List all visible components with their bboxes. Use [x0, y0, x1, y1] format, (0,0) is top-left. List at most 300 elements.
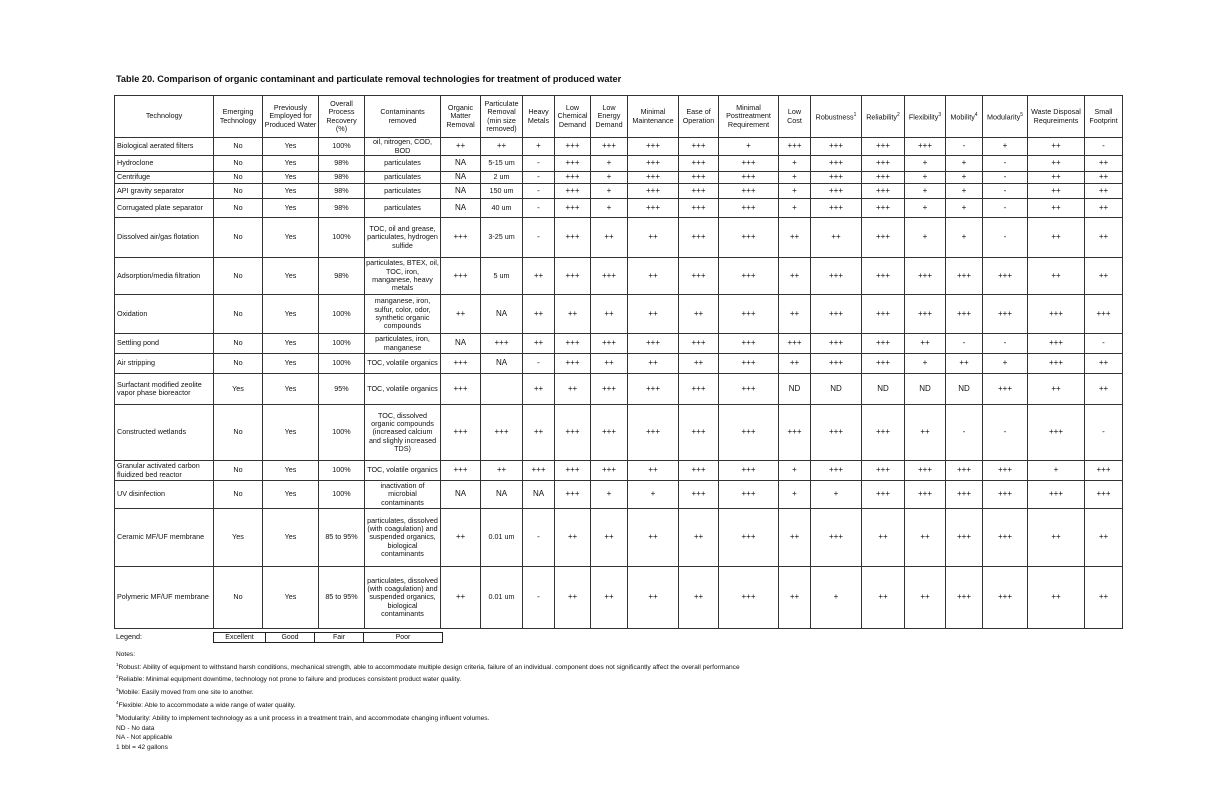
rating-cell: +++ — [628, 405, 679, 461]
rating-cell: ++ — [1085, 172, 1123, 184]
rating-cell: + — [946, 172, 983, 184]
column-header — [1085, 96, 1123, 138]
table-row — [115, 138, 1123, 156]
table-cell: Yes — [263, 258, 319, 295]
table-cell: 85 to 95% — [319, 509, 365, 567]
column-header-label: Minimal Maintenance — [632, 107, 674, 125]
rating-cell: +++ — [862, 481, 905, 509]
table-cell: 100% — [319, 295, 365, 334]
column-header — [555, 96, 591, 138]
notes-heading: Notes: — [116, 651, 136, 658]
table-cell: Yes — [263, 218, 319, 258]
rating-cell: +++ — [862, 295, 905, 334]
rating-cell: - — [523, 156, 555, 172]
technology-cell: UV disinfection — [115, 481, 214, 509]
rating-cell: + — [591, 156, 628, 172]
table-cell: particulates, BTEX, oil, TOC, iron, manganese, heavy metals — [365, 258, 441, 295]
rating-cell: +++ — [719, 184, 779, 199]
rating-cell: +++ — [679, 374, 719, 405]
note-text: 1 bbl = 42 gallons — [116, 743, 168, 751]
footnote-marker: 3 — [938, 112, 942, 119]
table-cell: 100% — [319, 405, 365, 461]
table-cell: 0.01 um — [481, 509, 523, 567]
column-header-label: Small Footprint — [1089, 107, 1118, 125]
rating-cell: + — [905, 184, 946, 199]
rating-cell: + — [779, 481, 811, 509]
column-header — [481, 96, 523, 138]
rating-cell: +++ — [946, 567, 983, 629]
rating-cell: +++ — [1028, 334, 1085, 354]
rating-cell: +++ — [679, 481, 719, 509]
rating-cell: +++ — [719, 461, 779, 481]
table-cell: +++ — [481, 405, 523, 461]
column-header — [679, 96, 719, 138]
column-header-label: Robustness — [815, 112, 854, 122]
legend-poor: Poor — [395, 634, 411, 641]
rating-cell: +++ — [862, 354, 905, 374]
rating-cell: + — [983, 138, 1028, 156]
column-header — [983, 96, 1028, 138]
column-header — [628, 96, 679, 138]
rating-cell: ++ — [779, 354, 811, 374]
rating-cell: ++ — [628, 461, 679, 481]
rating-cell: +++ — [555, 334, 591, 354]
rating-cell: ++ — [628, 295, 679, 334]
footnote-marker: 4 — [974, 112, 978, 119]
rating-cell: + — [591, 199, 628, 218]
note-item — [116, 743, 740, 753]
column-header — [263, 96, 319, 138]
rating-cell: +++ — [811, 295, 862, 334]
table-cell: TOC, dissolved organic compounds (increased calcium and slighly increased TDS) — [365, 405, 441, 461]
rating-cell: +++ — [679, 172, 719, 184]
table-cell: 150 um — [481, 184, 523, 199]
technology-cell: Oxidation — [115, 295, 214, 334]
legend-label: Legend: — [116, 632, 142, 641]
rating-cell: +++ — [862, 461, 905, 481]
rating-cell: NA — [441, 172, 481, 184]
table-row — [115, 258, 1123, 295]
column-header-label: Technology — [145, 111, 183, 121]
rating-cell: +++ — [441, 258, 481, 295]
column-header-label: Heavy Metals — [527, 107, 550, 125]
rating-cell: +++ — [679, 199, 719, 218]
rating-cell: + — [591, 481, 628, 509]
rating-cell: ++ — [555, 295, 591, 334]
table-cell: 98% — [319, 172, 365, 184]
rating-cell: +++ — [591, 405, 628, 461]
table-cell: inactivation of microbial contaminants — [365, 481, 441, 509]
rating-cell: ++ — [523, 334, 555, 354]
rating-cell: +++ — [679, 461, 719, 481]
table-cell: 98% — [319, 184, 365, 199]
rating-cell: +++ — [1028, 405, 1085, 461]
table-row — [115, 354, 1123, 374]
rating-cell: +++ — [862, 334, 905, 354]
legend-fair: Fair — [315, 633, 364, 642]
rating-cell: ++ — [1085, 156, 1123, 172]
technology-cell: Dissolved air/gas flotation — [115, 218, 214, 258]
rating-cell: +++ — [905, 295, 946, 334]
column-header — [811, 96, 862, 138]
rating-cell: + — [523, 138, 555, 156]
rating-cell: + — [811, 567, 862, 629]
rating-cell: ++ — [679, 567, 719, 629]
rating-cell: +++ — [811, 354, 862, 374]
technology-cell: API gravity separator — [115, 184, 214, 199]
note-item — [116, 685, 740, 698]
column-header — [1028, 96, 1085, 138]
table-row — [115, 218, 1123, 258]
rating-cell: ++ — [523, 295, 555, 334]
table-cell: No — [214, 354, 263, 374]
table-cell: No — [214, 199, 263, 218]
table-cell: 100% — [319, 354, 365, 374]
rating-cell: +++ — [1085, 481, 1123, 509]
note-item — [116, 724, 740, 734]
rating-cell: ++ — [555, 567, 591, 629]
rating-cell: ++ — [811, 218, 862, 258]
table-cell — [481, 374, 523, 405]
technology-cell: Ceramic MF/UF membrane — [115, 509, 214, 567]
column-header — [591, 96, 628, 138]
rating-cell: +++ — [862, 138, 905, 156]
rating-cell: - — [523, 199, 555, 218]
rating-cell: +++ — [719, 334, 779, 354]
rating-cell: +++ — [983, 461, 1028, 481]
rating-cell: +++ — [719, 374, 779, 405]
table-cell: TOC, volatile organics — [365, 374, 441, 405]
rating-cell: +++ — [719, 258, 779, 295]
rating-cell: ND — [811, 374, 862, 405]
rating-cell: ++ — [591, 295, 628, 334]
column-header — [946, 96, 983, 138]
rating-cell: ++ — [1085, 354, 1123, 374]
table-cell: Yes — [263, 295, 319, 334]
rating-cell: ++ — [905, 334, 946, 354]
rating-cell: +++ — [555, 461, 591, 481]
rating-cell: +++ — [719, 354, 779, 374]
rating-cell: +++ — [779, 334, 811, 354]
note-text: Robust: Ability of equipment to withstand harsh conditions, mechanical strength, able to accommodate multiple design criteria, failure of an individual. component does not significantly affect the overall performance — [118, 663, 740, 671]
rating-cell: +++ — [946, 295, 983, 334]
technology-cell: Constructed wetlands — [115, 405, 214, 461]
technology-cell: Surfactant modified zeolite vapor phase bioreactor — [115, 374, 214, 405]
column-header-label: Reliability — [866, 112, 897, 122]
table-cell: 85 to 95% — [319, 567, 365, 629]
rating-cell: + — [779, 156, 811, 172]
table-row — [115, 461, 1123, 481]
rating-cell: +++ — [983, 509, 1028, 567]
header-row — [115, 96, 1123, 138]
rating-cell: ++ — [779, 567, 811, 629]
table-cell: TOC, volatile organics — [365, 354, 441, 374]
rating-cell: + — [628, 481, 679, 509]
rating-cell: ++ — [862, 567, 905, 629]
table-cell: No — [214, 218, 263, 258]
rating-cell: - — [983, 199, 1028, 218]
table-title: Table 20. Comparison of organic contaminant and particulate removal technologies for treatment of produced water — [116, 74, 622, 84]
rating-cell: +++ — [905, 481, 946, 509]
comparison-table — [114, 95, 1123, 629]
rating-cell: +++ — [628, 199, 679, 218]
rating-cell: +++ — [946, 481, 983, 509]
rating-cell: ++ — [779, 509, 811, 567]
table-cell: Yes — [214, 374, 263, 405]
footnote-marker: 3 — [116, 687, 119, 693]
rating-cell: ++ — [1085, 374, 1123, 405]
column-header — [862, 96, 905, 138]
table-cell: Yes — [263, 481, 319, 509]
table-row — [115, 334, 1123, 354]
rating-cell: - — [983, 334, 1028, 354]
technology-cell: Adsorption/media filtration — [115, 258, 214, 295]
rating-cell: ++ — [1028, 567, 1085, 629]
column-header-label: Organic Matter Removal — [446, 103, 475, 129]
rating-cell: - — [983, 156, 1028, 172]
rating-cell: +++ — [862, 172, 905, 184]
rating-cell: +++ — [1085, 461, 1123, 481]
rating-cell: + — [811, 481, 862, 509]
column-header-label: Minimal Posttreatment Requirement — [726, 103, 771, 129]
rating-cell: + — [719, 138, 779, 156]
rating-cell: +++ — [719, 218, 779, 258]
column-header — [214, 96, 263, 138]
rating-cell: ++ — [441, 295, 481, 334]
table-cell: Yes — [263, 199, 319, 218]
footnote-marker: 2 — [896, 112, 900, 119]
footnote-marker: 5 — [116, 712, 119, 718]
rating-cell: +++ — [1028, 295, 1085, 334]
rating-cell: + — [1028, 461, 1085, 481]
rating-cell: +++ — [628, 374, 679, 405]
rating-cell: ++ — [628, 567, 679, 629]
footnote-marker: 1 — [853, 112, 857, 119]
rating-cell: +++ — [628, 184, 679, 199]
table-cell: particulates, dissolved (with coagulation) and suspended organics, biological contaminants — [365, 567, 441, 629]
note-item — [116, 698, 740, 711]
table-cell: 100% — [319, 481, 365, 509]
table-cell: Yes — [214, 509, 263, 567]
rating-cell: + — [905, 199, 946, 218]
rating-cell: +++ — [862, 218, 905, 258]
table-cell: Yes — [263, 138, 319, 156]
table-cell: 5-15 um — [481, 156, 523, 172]
rating-cell: ND — [905, 374, 946, 405]
rating-cell: ++ — [1028, 138, 1085, 156]
column-header-label: Flexibility — [908, 112, 939, 122]
rating-cell: ++ — [628, 509, 679, 567]
table-cell: NA — [481, 295, 523, 334]
rating-cell: +++ — [719, 156, 779, 172]
rating-cell: +++ — [555, 199, 591, 218]
table-cell: ++ — [481, 138, 523, 156]
table-cell: NA — [481, 354, 523, 374]
rating-cell: + — [779, 461, 811, 481]
rating-cell: +++ — [983, 295, 1028, 334]
rating-cell: +++ — [779, 138, 811, 156]
technology-cell: Hydroclone — [115, 156, 214, 172]
table-cell: 100% — [319, 218, 365, 258]
rating-cell: + — [905, 354, 946, 374]
rating-cell: +++ — [441, 374, 481, 405]
column-header — [365, 96, 441, 138]
rating-cell: +++ — [983, 481, 1028, 509]
table-cell: 40 um — [481, 199, 523, 218]
rating-cell: ++ — [555, 509, 591, 567]
table-cell: No — [214, 461, 263, 481]
table-cell: particulates — [365, 156, 441, 172]
note-text: Modularity: Ability to implement technology as a unit process in a treatment train, and accommodate changing influent volumes. — [118, 714, 490, 722]
rating-cell: +++ — [946, 509, 983, 567]
technology-cell: Settling pond — [115, 334, 214, 354]
legend-excellent: Excellent — [214, 633, 266, 642]
rating-cell: +++ — [811, 334, 862, 354]
rating-cell: ++ — [441, 509, 481, 567]
rating-cell: +++ — [441, 405, 481, 461]
technology-cell: Corrugated plate separator — [115, 199, 214, 218]
column-header-label: Low Chemical Demand — [557, 103, 588, 129]
table-row — [115, 199, 1123, 218]
rating-cell: +++ — [983, 374, 1028, 405]
table-cell: No — [214, 334, 263, 354]
rating-cell: - — [523, 172, 555, 184]
rating-cell: +++ — [862, 258, 905, 295]
rating-cell: ++ — [1028, 172, 1085, 184]
rating-cell: +++ — [719, 295, 779, 334]
table-cell: 0.01 um — [481, 567, 523, 629]
rating-cell: +++ — [719, 405, 779, 461]
note-item — [116, 672, 740, 685]
table-cell: particulates, dissolved (with coagulation) and suspended organics, biological contaminants — [365, 509, 441, 567]
rating-cell: ++ — [1085, 199, 1123, 218]
rating-cell: +++ — [591, 374, 628, 405]
rating-cell: ++ — [628, 354, 679, 374]
column-header-label: Particulate Removal (min size removed) — [484, 98, 519, 133]
rating-cell: +++ — [862, 156, 905, 172]
table-cell: No — [214, 295, 263, 334]
footnote-marker: 4 — [116, 699, 119, 705]
table-cell: No — [214, 258, 263, 295]
rating-cell: +++ — [591, 138, 628, 156]
table-cell: 2 um — [481, 172, 523, 184]
table-row — [115, 481, 1123, 509]
rating-cell: - — [983, 172, 1028, 184]
note-text: Reliable: Minimal equipment downtime, technology not prone to failure and produces consistent product water quality. — [118, 676, 462, 684]
rating-cell: - — [1085, 138, 1123, 156]
table-cell: TOC, volatile organics — [365, 461, 441, 481]
rating-cell: +++ — [862, 405, 905, 461]
table-cell: Yes — [263, 405, 319, 461]
rating-cell: ++ — [1085, 258, 1123, 295]
table-cell: particulates — [365, 199, 441, 218]
rating-cell: - — [946, 138, 983, 156]
rating-cell: NA — [523, 481, 555, 509]
table-cell: Yes — [263, 184, 319, 199]
rating-cell: +++ — [679, 218, 719, 258]
rating-cell: ++ — [779, 218, 811, 258]
table-cell: particulates — [365, 184, 441, 199]
rating-cell: +++ — [628, 172, 679, 184]
rating-cell: - — [983, 184, 1028, 199]
rating-cell: ++ — [779, 258, 811, 295]
rating-cell: NA — [441, 199, 481, 218]
rating-cell: +++ — [862, 199, 905, 218]
rating-cell: ++ — [441, 138, 481, 156]
table-cell: 98% — [319, 258, 365, 295]
rating-cell: ++ — [1028, 156, 1085, 172]
rating-cell: ++ — [1085, 567, 1123, 629]
rating-cell: +++ — [555, 258, 591, 295]
table-row — [115, 184, 1123, 199]
rating-cell: ++ — [591, 567, 628, 629]
table-cell: 100% — [319, 138, 365, 156]
rating-cell: +++ — [441, 461, 481, 481]
column-header — [779, 96, 811, 138]
table-cell: Yes — [263, 354, 319, 374]
rating-cell: +++ — [591, 461, 628, 481]
column-header — [441, 96, 481, 138]
rating-cell: ++ — [591, 218, 628, 258]
rating-cell: +++ — [555, 172, 591, 184]
table-cell: No — [214, 156, 263, 172]
rating-cell: +++ — [719, 509, 779, 567]
rating-cell: ++ — [1085, 509, 1123, 567]
rating-cell: ND — [779, 374, 811, 405]
rating-cell: - — [946, 405, 983, 461]
table-cell: No — [214, 405, 263, 461]
rating-cell: +++ — [441, 218, 481, 258]
table-cell: No — [214, 138, 263, 156]
table-cell: manganese, iron, sulfur, color, odor, synthetic organic compounds — [365, 295, 441, 334]
column-header-label: Waste Disposal Requreiments — [1031, 107, 1081, 125]
rating-cell: +++ — [555, 354, 591, 374]
table-cell: Yes — [263, 461, 319, 481]
technology-cell: Granular activated carbon fluidized bed reactor — [115, 461, 214, 481]
rating-cell: +++ — [983, 567, 1028, 629]
rating-cell: +++ — [811, 258, 862, 295]
rating-cell: ++ — [1085, 218, 1123, 258]
rating-cell: +++ — [679, 334, 719, 354]
rating-cell: +++ — [811, 138, 862, 156]
rating-cell: +++ — [811, 405, 862, 461]
rating-cell: ++ — [628, 218, 679, 258]
rating-cell: +++ — [555, 481, 591, 509]
rating-cell: - — [983, 218, 1028, 258]
rating-cell: ++ — [591, 509, 628, 567]
rating-cell: +++ — [679, 156, 719, 172]
column-header-label: Mobility — [950, 112, 975, 122]
table-cell: NA — [481, 481, 523, 509]
rating-cell: + — [946, 218, 983, 258]
column-header-label: Ease of Operation — [682, 107, 715, 125]
column-header — [523, 96, 555, 138]
rating-cell: +++ — [719, 567, 779, 629]
column-header — [319, 96, 365, 138]
note-text: Mobile: Easily moved from one site to another. — [118, 689, 254, 697]
column-header-label: Emerging Technology — [219, 107, 257, 125]
rating-cell: - — [523, 218, 555, 258]
rating-cell: + — [946, 184, 983, 199]
rating-cell: ++ — [523, 374, 555, 405]
rating-cell: +++ — [719, 481, 779, 509]
rating-cell: + — [983, 354, 1028, 374]
table-cell: Yes — [263, 509, 319, 567]
technology-cell: Centrifuge — [115, 172, 214, 184]
table-cell: Yes — [263, 334, 319, 354]
table-cell: No — [214, 567, 263, 629]
table-row — [115, 295, 1123, 334]
